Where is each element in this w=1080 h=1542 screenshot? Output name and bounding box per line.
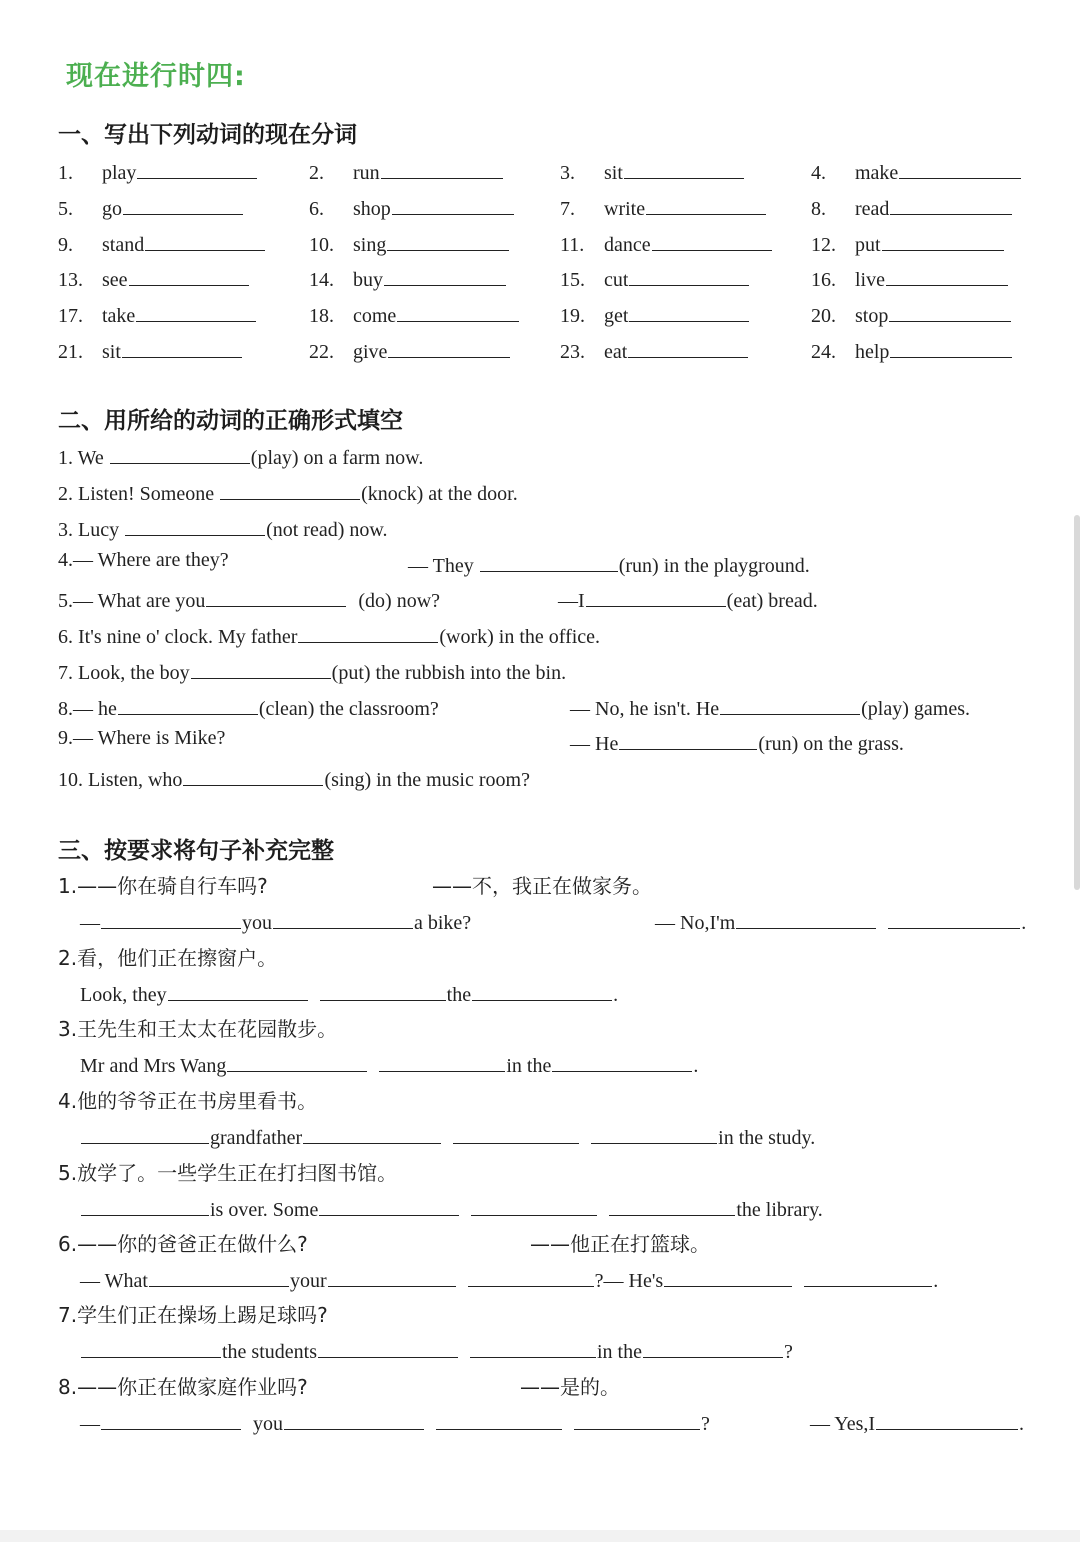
answer-blank[interactable] [624,156,744,179]
s3-q3-dot: . [693,1055,699,1077]
s3-q7-english [80,1335,793,1364]
verb-item [58,228,266,257]
s3-q5-over: is over. Some [210,1199,319,1221]
s2-q9-text-c: (run) on the grass. [758,733,904,755]
answer-blank[interactable] [137,156,257,179]
s2-question-5-left [58,584,440,613]
verb-word: put [855,233,881,256]
answer-blank[interactable] [472,978,612,1001]
s2-q1-text-a: 1. We [58,447,104,469]
s2-question-10 [58,763,530,792]
answer-blank[interactable] [436,1407,562,1430]
s3-q3-text-a: Mr and Mrs Wang [80,1055,227,1077]
s3-q7-qmark: ? [784,1341,793,1363]
answer-blank[interactable] [664,1264,792,1287]
verb-item [811,263,1009,292]
verb-word: take [102,305,136,328]
verb-number: 6. [309,197,324,220]
section-1-heading: 一、写出下列动词的现在分词 [58,122,357,148]
s2-question-9-right [570,727,904,756]
s2-q4-text-c: (run) in the playground. [618,555,810,577]
verb-number: 23. [560,341,585,363]
verb-number: 10. [309,233,334,256]
s3-q8-english-left [80,1407,710,1436]
verb-number: 9. [58,233,73,256]
s2-q7-text-b: (put) the rubbish into the bin. [331,662,567,684]
answer-blank[interactable] [129,263,249,286]
s3-q4-end: in the study. [718,1127,816,1149]
s3-q4-grandfather: grandfather [210,1127,303,1149]
s3-q8-dash: — [80,1413,100,1435]
verb-word: help [855,341,890,363]
verb-item [309,192,515,221]
s2-q3-text-b: (not read) now. [266,519,388,541]
answer-blank[interactable] [736,906,876,929]
answer-blank[interactable] [804,1264,932,1287]
verb-number: 13. [58,269,83,292]
verb-word: give [353,341,388,363]
verb-item [309,299,520,328]
verb-word: stop [855,305,889,328]
s3-q1-english-right [655,906,1026,935]
verb-item [309,335,511,364]
answer-blank[interactable] [110,441,250,464]
verb-word: stand [102,233,145,256]
s3-q8-dot: . [1019,1413,1025,1435]
verb-item [811,228,1005,257]
answer-blank[interactable] [81,1335,221,1358]
s3-q2-dot: . [613,984,619,1006]
answer-blank[interactable] [468,1264,594,1287]
s3-q3-in: in the [506,1055,552,1077]
verb-item [811,299,1012,328]
s3-q3-chinese: 3.王先生和王太太在花园散步。 [58,1017,338,1041]
verb-word: sing [353,233,387,256]
answer-blank[interactable] [206,584,346,607]
verb-item [309,156,504,185]
verb-item [58,335,243,364]
section-2-heading: 二、用所给的动词的正确形式填空 [58,408,403,434]
answer-blank[interactable] [886,263,1008,286]
verb-item [811,335,1013,364]
s3-q8-qmark: ? [701,1413,710,1435]
s2-question-7 [58,656,566,685]
s2-q8-text-b: (clean) the classroom? [258,698,439,720]
s2-question-1 [58,441,423,470]
answer-blank[interactable] [379,1049,505,1072]
answer-blank[interactable] [480,549,618,572]
answer-blank[interactable] [586,584,726,607]
verb-number: 18. [309,305,334,328]
answer-blank[interactable] [136,299,256,322]
answer-blank[interactable] [328,1264,456,1287]
verb-word: write [604,197,646,220]
verb-number: 17. [58,305,83,328]
answer-blank[interactable] [397,299,519,322]
answer-blank[interactable] [470,1335,596,1358]
s3-q6-he: ?— He's [594,1270,664,1292]
verb-word: play [102,162,137,184]
answer-blank[interactable] [101,1407,241,1430]
s2-question-8-right [570,692,970,721]
s2-question-5-right [558,584,818,613]
answer-blank[interactable] [387,228,509,251]
answer-blank[interactable] [220,477,360,500]
s2-question-4-right [408,549,810,578]
verb-word: eat [604,341,628,363]
verb-number: 4. [811,162,826,184]
s2-q7-text-a: 7. Look, the boy [58,662,190,684]
answer-blank[interactable] [890,192,1012,215]
s3-q1-no: — No,I'm [655,912,736,934]
verb-item [560,299,750,328]
verb-item [560,156,745,185]
verb-item [811,192,1013,221]
s3-q5-english [80,1193,823,1222]
s3-q2-text-a: Look, they [80,984,167,1006]
answer-blank[interactable] [273,906,413,929]
s3-q1-dot: . [1021,912,1027,934]
s2-q6-text-b: (work) in the office. [439,626,601,648]
s2-question-2 [58,477,518,506]
s3-q2-chinese: 2.看，他们正在擦窗户。 [58,946,278,970]
verb-number: 7. [560,197,575,220]
answer-blank[interactable] [318,1335,458,1358]
s3-q8-chinese-a: 8.——你正在做家庭作业吗? [58,1375,308,1399]
answer-blank[interactable] [81,1193,209,1216]
verb-item [58,299,257,328]
s3-q8-english-right [810,1407,1024,1436]
verb-item [58,263,250,292]
answer-blank[interactable] [652,228,772,251]
answer-blank[interactable] [899,156,1021,179]
answer-blank[interactable] [890,335,1012,358]
verb-number: 15. [560,269,585,292]
answer-blank[interactable] [392,192,514,215]
verb-word: come [353,305,397,328]
s3-q8-you: you [253,1413,283,1435]
answer-blank[interactable] [643,1335,783,1358]
answer-blank[interactable] [591,1121,717,1144]
answer-blank[interactable] [191,656,331,679]
verb-word: buy [353,269,383,292]
section-3-heading: 三、按要求将句子补充完整 [58,838,334,864]
verb-word: sit [604,162,623,184]
answer-blank[interactable] [145,228,265,251]
s2-q8-text-d: (play) games. [861,698,970,720]
s2-q5-text-c: —I [558,590,585,612]
s2-q10-text-a: 10. Listen, who [58,769,183,791]
s2-q9-text-a: 9.— Where is Mike? [58,727,226,749]
s3-q6-chinese-a: 6.——你的爸爸正在做什么? [58,1232,308,1256]
verb-number: 5. [58,197,73,220]
s3-q7-in: in the [597,1341,642,1363]
verb-number: 8. [811,197,826,220]
answer-blank[interactable] [720,692,860,715]
answer-blank[interactable] [629,299,749,322]
s2-question-3 [58,513,388,542]
s3-q7-chinese: 7.学生们正在操场上踢足球吗? [58,1303,328,1327]
answer-blank[interactable] [122,335,242,358]
answer-blank[interactable] [298,620,438,643]
verb-word: get [604,305,629,328]
s2-question-4-left [58,549,229,572]
verb-item [560,263,750,292]
answer-blank[interactable] [629,263,749,286]
verb-number: 21. [58,341,83,363]
answer-blank[interactable] [320,978,446,1001]
answer-blank[interactable] [168,978,308,1001]
verb-item [309,263,507,292]
s2-q2-text-b: (knock) at the door. [361,483,518,505]
verb-word: read [855,197,890,220]
answer-blank[interactable] [381,156,503,179]
answer-blank[interactable] [552,1049,692,1072]
s3-q4-english [80,1121,815,1150]
s2-q5-text-a: 5.— What are you [58,590,206,612]
verb-word: sit [102,341,121,363]
answer-blank[interactable] [888,906,1020,929]
page-bottom-edge [0,1530,1080,1542]
s3-q6-your: your [289,1270,327,1292]
s2-q6-text-a: 6. It's nine o' clock. My father [58,626,298,648]
s3-q1-chinese-a: 1.——你在骑自行车吗? [58,874,268,898]
s3-q1-bike: a bike? [414,912,472,934]
answer-blank[interactable] [319,1193,459,1216]
answer-blank[interactable] [628,335,748,358]
verb-number: 24. [811,341,836,363]
s3-q1-dash: — [80,912,100,934]
answer-blank[interactable] [619,727,757,750]
s2-q1-text-b: (play) on a farm now. [250,447,424,469]
verb-item [309,228,510,257]
answer-blank[interactable] [149,1264,289,1287]
answer-blank[interactable] [388,335,510,358]
s3-q8-yes: — Yes,I [810,1413,876,1435]
s2-q5-text-d: (eat) bread. [726,590,818,612]
verb-number: 2. [309,162,324,184]
verb-item [58,156,258,185]
answer-blank[interactable] [646,192,766,215]
verb-item [560,335,749,364]
s2-q3-text-a: 3. Lucy [58,519,120,541]
verb-number: 16. [811,269,836,292]
s3-q6-english [80,1264,938,1293]
scrollbar[interactable] [1074,515,1080,890]
answer-blank[interactable] [574,1407,700,1430]
verb-item [811,156,1022,185]
s3-q5-end: the library. [736,1199,823,1221]
verb-word: dance [604,233,651,256]
verb-item [560,192,767,221]
answer-blank[interactable] [384,263,506,286]
verb-number: 19. [560,305,585,328]
s3-q5-chinese: 5.放学了。一些学生正在打扫图书馆。 [58,1161,398,1185]
verb-word: shop [353,197,391,220]
verb-number: 3. [560,162,575,184]
verb-item [560,228,773,257]
answer-blank[interactable] [889,299,1011,322]
s3-q1-you: you [242,912,272,934]
s2-q8-text-a: 8.— he [58,698,117,720]
s3-q6-dot: . [933,1270,939,1292]
s2-question-9-left [58,727,225,750]
s2-q2-text-a: 2. Listen! Someone [58,483,215,505]
verb-word: make [855,162,899,184]
s3-q2-the: the [446,984,472,1006]
verb-word: go [102,197,122,220]
s2-q9-text-b: — He [570,733,619,755]
verb-item [58,192,244,221]
s3-q3-english [80,1049,698,1078]
answer-blank[interactable] [101,906,241,929]
answer-blank[interactable] [81,1121,209,1144]
s2-q4-text-a: 4.— Where are they? [58,549,229,571]
s2-question-6 [58,620,600,649]
verb-number: 1. [58,162,73,184]
verb-number: 12. [811,233,836,256]
answer-blank[interactable] [609,1193,735,1216]
s2-q8-text-c: — No, he isn't. He [570,698,720,720]
answer-blank[interactable] [125,513,265,536]
verb-word: see [102,269,128,292]
s3-q1-english-left [80,906,471,935]
verb-word: run [353,162,380,184]
answer-blank[interactable] [471,1193,597,1216]
s3-q4-chinese: 4.他的爷爷正在书房里看书。 [58,1089,318,1113]
verb-number: 11. [560,233,585,256]
answer-blank[interactable] [453,1121,579,1144]
s2-q10-text-b: (sing) in the music room? [324,769,530,791]
answer-blank[interactable] [227,1049,367,1072]
answer-blank[interactable] [876,1407,1018,1430]
s2-q5-text-b: (do) now? [358,590,441,612]
verb-number: 14. [309,269,334,292]
s3-q6-chinese-b: ——他正在打篮球。 [530,1232,710,1256]
verb-word: live [855,269,885,292]
s2-question-8-left [58,692,439,721]
s3-q1-chinese-b: ——不，我正在做家务。 [432,874,652,898]
s2-q4-text-b: — They [408,555,474,577]
s3-q8-chinese-b: ——是的。 [520,1375,620,1399]
s3-q6-what: — What [80,1270,148,1292]
s3-q7-students: the students [222,1341,317,1363]
answer-blank[interactable] [882,228,1004,251]
verb-number: 20. [811,305,836,328]
answer-blank[interactable] [183,763,323,786]
verb-word: cut [604,269,629,292]
answer-blank[interactable] [123,192,243,215]
s3-q2-english [80,978,618,1007]
answer-blank[interactable] [303,1121,441,1144]
answer-blank[interactable] [284,1407,424,1430]
answer-blank[interactable] [118,692,258,715]
worksheet-title: 现在进行时四: [66,61,246,92]
verb-number: 22. [309,341,334,363]
